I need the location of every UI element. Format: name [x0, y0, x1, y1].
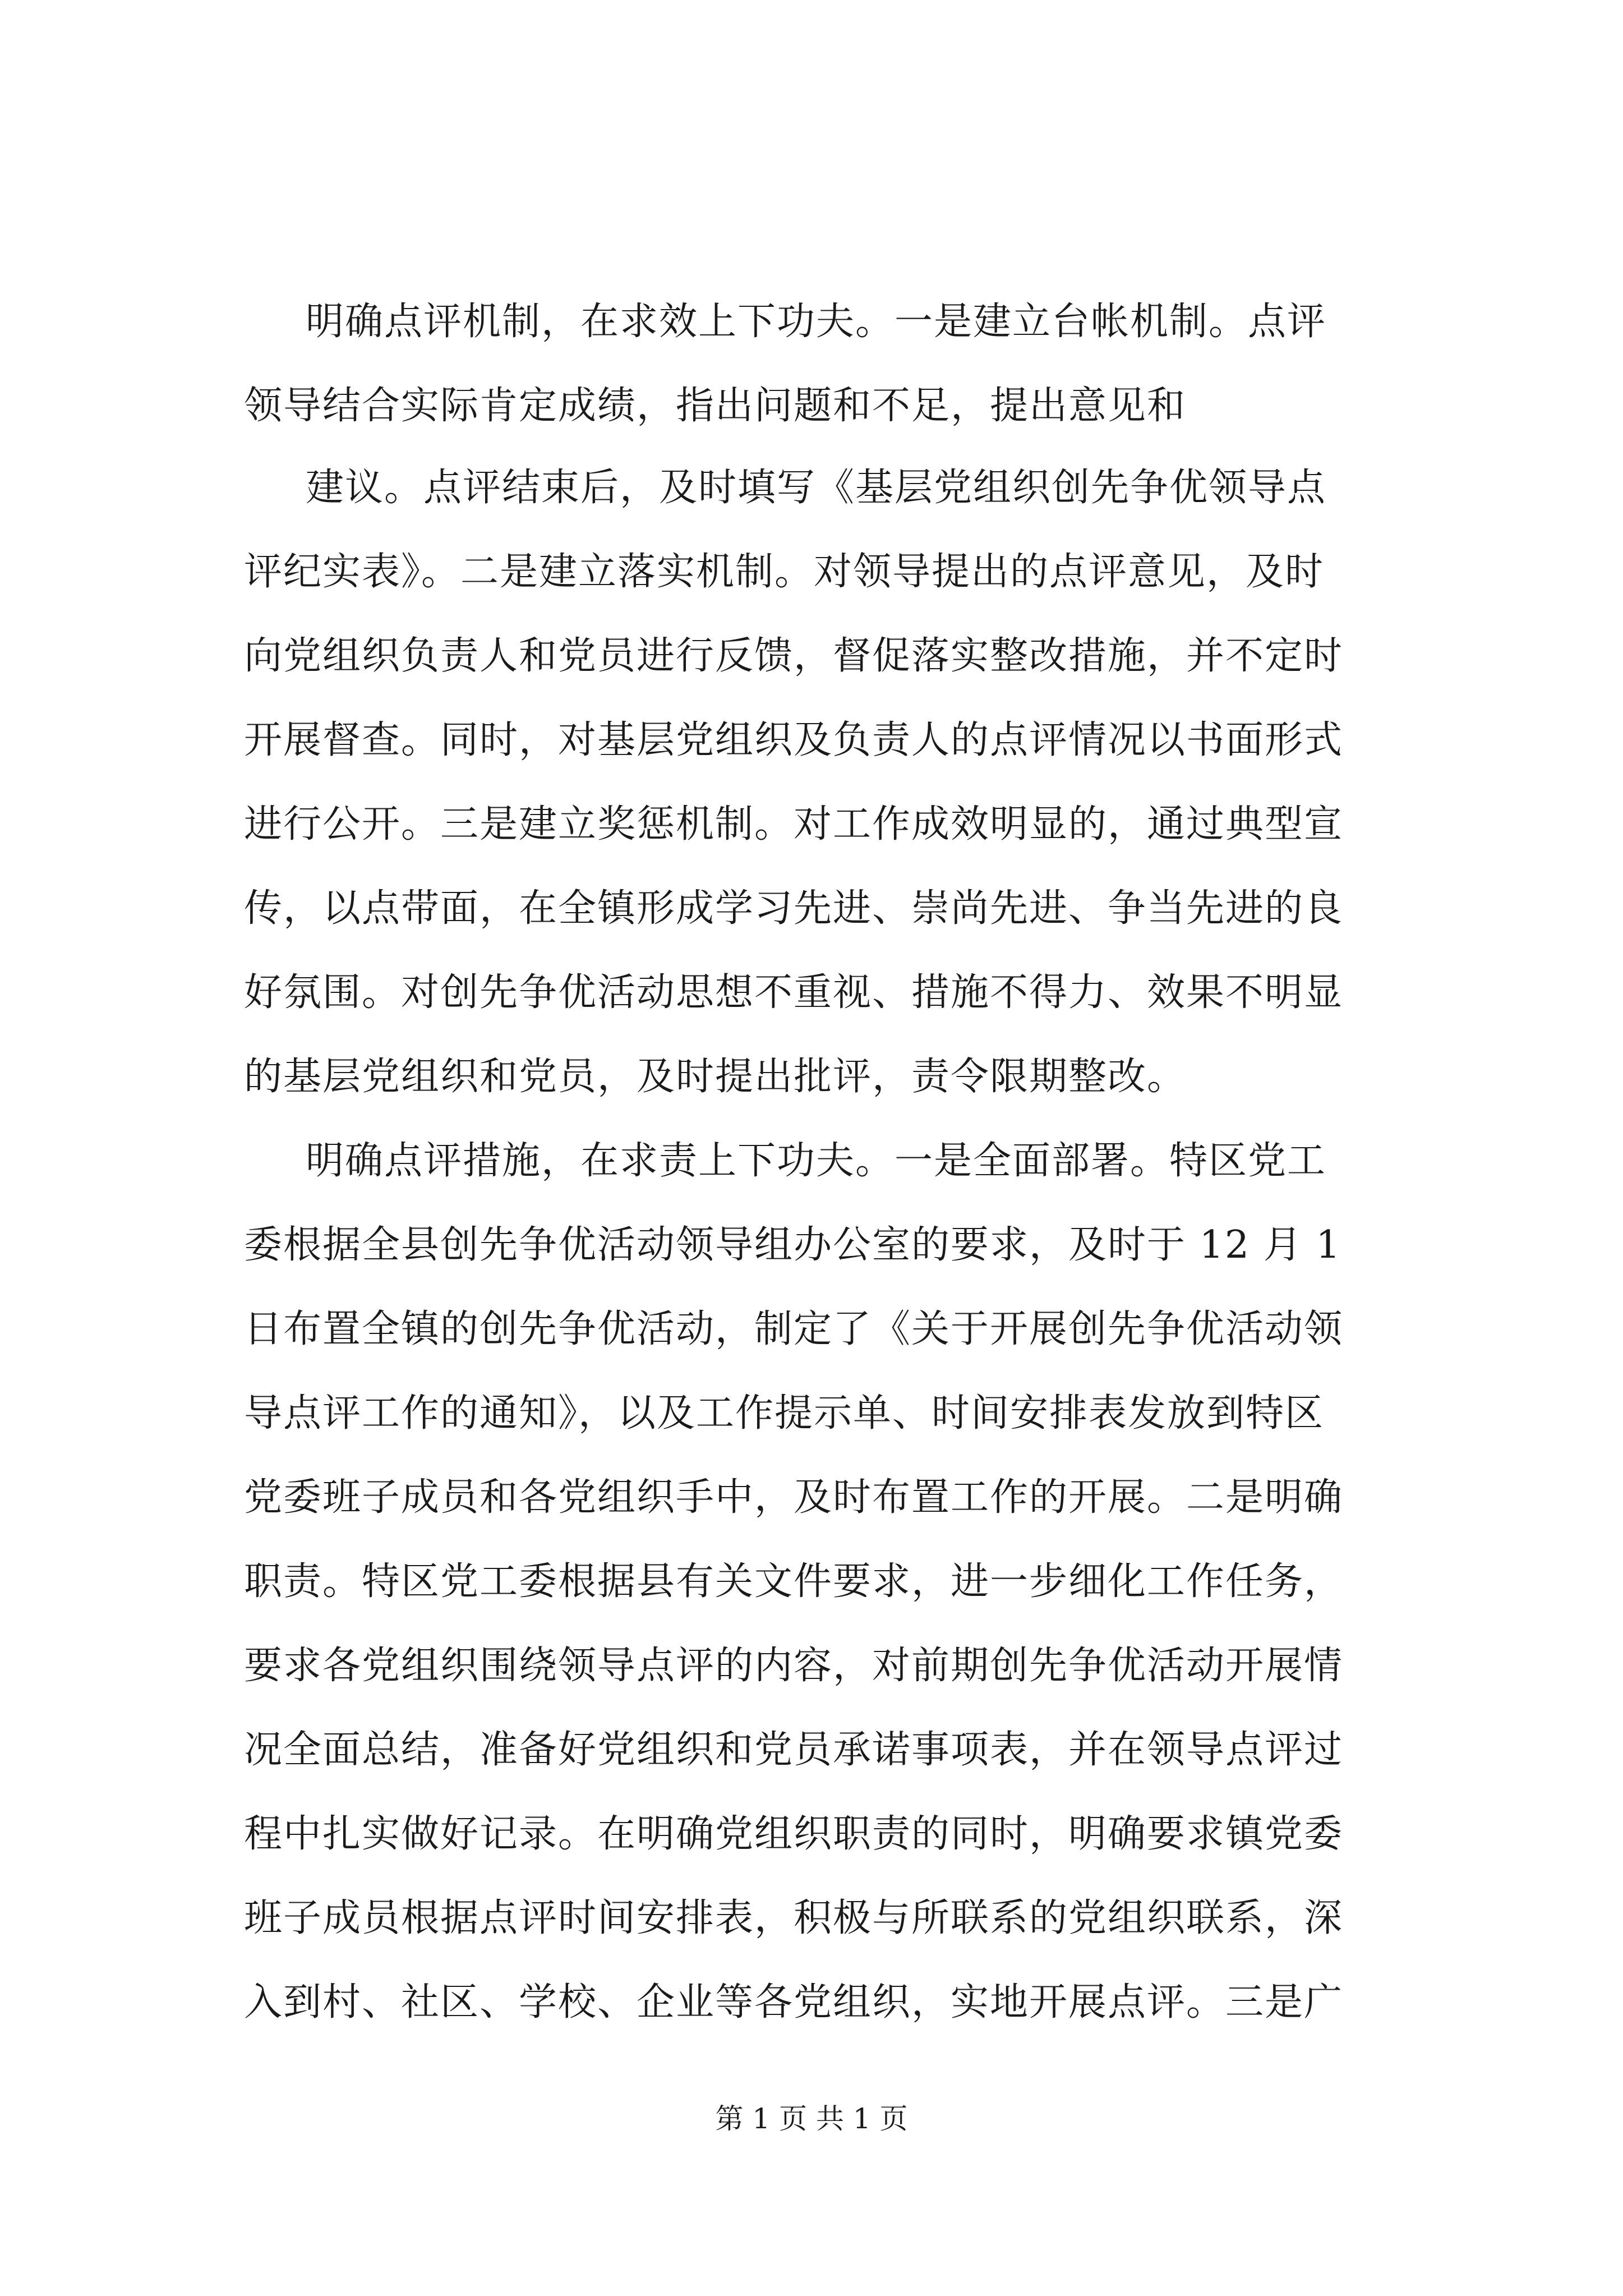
paragraph-1-line-1: 明确点评机制，在求效上下功夫。一是建立台帐机制。点评 [306, 300, 1327, 344]
paragraph-2-line-2: 评纪实表》。二是建立落实机制。对领导提出的点评意见，及时 [244, 550, 1325, 594]
paragraph-2-line-8: 的基层党组织和党员，及时提出批评，责令限期整改。 [244, 1055, 1187, 1099]
paragraph-1-line-2: 领导结合实际肯定成绩，指出问题和不足，提出意见和 [244, 384, 1187, 428]
paragraph-3-line-4: 导点评工作的通知》，以及工作提示单、时间安排表发放到特区 [244, 1391, 1325, 1435]
paragraph-2-line-7: 好氛围。对创先争优活动思想不重视、措施不得力、效果不明显 [244, 970, 1344, 1015]
paragraph-3-line-7: 要求各党组织围绕领导点评的内容，对前期创先争优活动开展情 [244, 1644, 1344, 1688]
page-footer: 第 1 页 共 1 页 [715, 2102, 908, 2135]
paragraph-3-line-11: 入到村、社区、学校、企业等各党组织，实地开展点评。三是广 [244, 1980, 1344, 2024]
paragraph-3-line-5: 党委班子成员和各党组织手中，及时布置工作的开展。二是明确 [244, 1475, 1344, 1520]
paragraph-3-line-10: 班子成员根据点评时间安排表，积极与所联系的党组织联系，深 [244, 1896, 1344, 1940]
paragraph-3-line-2: 委根据全县创先争优活动领导组办公室的要求，及时于 12 月 1 [244, 1223, 1341, 1267]
paragraph-3-line-3: 日布置全镇的创先争优活动，制定了《关于开展创先争优活动领 [244, 1307, 1344, 1351]
paragraph-3-line-9: 程中扎实做好记录。在明确党组织职责的同时，明确要求镇党委 [244, 1812, 1344, 1856]
paragraph-2-line-6: 传，以点带面，在全镇形成学习先进、崇尚先进、争当先进的良 [244, 886, 1344, 931]
paragraph-3-line-1: 明确点评措施，在求责上下功夫。一是全面部署。特区党工 [306, 1139, 1327, 1183]
paragraph-2-line-4: 开展督查。同时，对基层党组织及负责人的点评情况以书面形式 [244, 718, 1344, 762]
paragraph-2-line-1: 建议。点评结束后，及时填写《基层党组织创先争优领导点 [306, 466, 1327, 510]
paragraph-2-line-5: 进行公开。三是建立奖惩机制。对工作成效明显的，通过典型宣 [244, 802, 1344, 846]
paragraph-3-line-8: 况全面总结，准备好党组织和党员承诺事项表，并在领导点评过 [244, 1728, 1344, 1772]
paragraph-2-line-3: 向党组织负责人和党员进行反馈，督促落实整改措施，并不定时 [244, 634, 1344, 678]
paragraph-3-line-6: 职责。特区党工委根据县有关文件要求，进一步细化工作任务， [244, 1559, 1344, 1604]
